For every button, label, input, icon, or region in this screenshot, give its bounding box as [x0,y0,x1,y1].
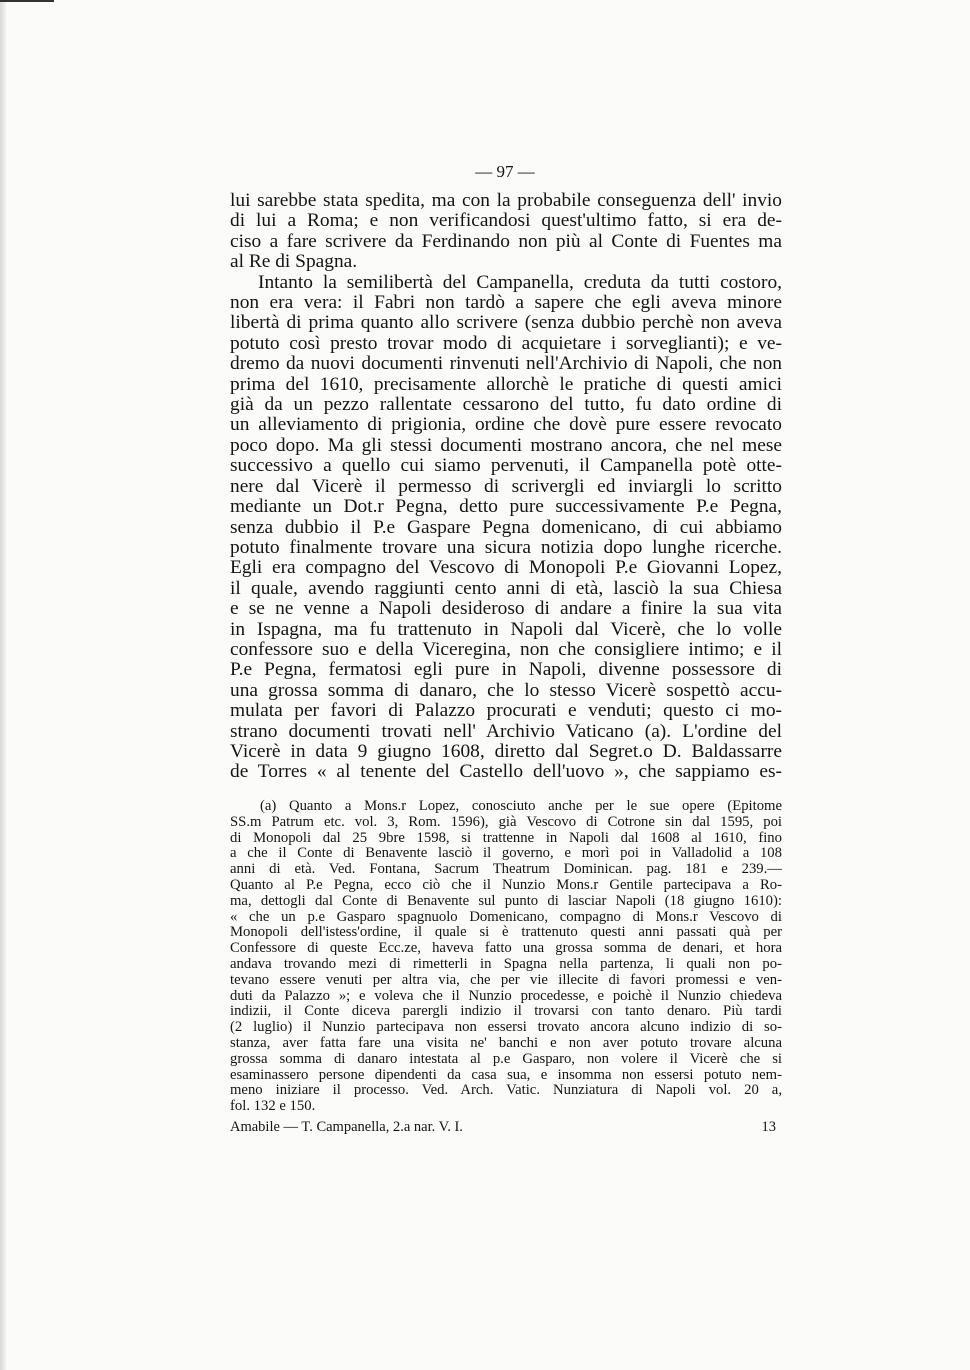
body-line: già da un pezzo rallentate cessarono del tutto, fu dato ordine di [230,394,782,416]
body-line: dremo da nuovi documenti rinvenuti nell'Archivio di Napoli, che non [230,353,782,375]
footnotes [230,799,782,1115]
body-line: de Torres « al tenente del Castello dell'uovo », che sappiamo es- [230,761,782,783]
footnote-line: tevano essere venuti per altra via, che per vie illecite di favori promessi e ven- [230,971,782,988]
footnote-line: Monopoli dell'istess'ordine, il quale si è trattenuto questi anni passati quà per [230,924,782,941]
footnote-line: ma, dettogli dal Conte di Benavente sul punto di lasciar Napoli (18 giugno 1610): [230,892,782,909]
footer-signature: Amabile — T. Campanella, 2.a nar. V. I. [230,1119,463,1135]
body-line: non era vera: il Fabri non tardò a sapere che egli aveva minore [230,292,782,314]
footnote-line: meno iniziare il processo. Ved. Arch. Vatic. Nunziatura di Napoli vol. 20 a, [230,1082,782,1099]
body-line: poco dopo. Ma gli stessi documenti mostrano ancora, che nel mese [230,434,782,456]
body-line: prima del 1610, precisamente allorchè le pratiche di questi amici [230,373,782,395]
footnote-line: SS.m Patrum etc. vol. 3, Rom. 1596), già Vescovo di Cotrone sin dal 1595, poi [230,813,782,830]
footnote-line: (a) Quanto a Mons.r Lopez, conosciuto anche per le sue opere (Epitome [260,798,782,814]
body-line: il quale, avendo raggiunti cento anni di età, lasciò la sua Chiesa [230,577,782,599]
footnote-line: Confessore di queste Ecc.ze, haveva fatto una grossa somma de denari, et hora [230,940,782,957]
footnote-line: grossa somma di danaro intestata al p.e Gasparo, non volere il Vicerè che si [230,1050,782,1067]
footnote-line: esaminassero persone dipendenti da casa sua, e insomma non essersi potuto nem- [230,1066,782,1083]
body-line: Intanto la semilibertà del Campanella, creduta da tutti costoro, [258,271,782,293]
footnote-line: (2 luglio) il Nunzio partecipava non essersi trovato ancora alcuno indizio di so- [230,1019,782,1036]
footnote-line: a che il Conte di Benavente lasciò il governo, e morì poi in Valladolid a 108 [230,845,782,862]
page-number: — 97 — [475,162,535,181]
body-line: mulata per favori di Palazzo procurati e venduti; questo ci mo- [230,700,782,722]
body-line: una grossa somma di danaro, che lo stesso Vicerè sospettò accu- [230,679,782,701]
body-line: senza dubbio il P.e Gaspare Pegna domenicano, di cui abbiamo [230,516,782,538]
body-line: potuto finalmente trovare una sicura notizia dopo lunghe ricerche. [230,536,782,558]
body-line: e se ne venne a Napoli desideroso di andare a finire la sua vita [230,598,782,620]
page-edge-shadow [0,0,6,1370]
body-line: al Re di Spagna. [230,251,358,273]
body-line: successivo a quello cui siamo pervenuti, il Campanella potè otte- [230,455,782,477]
body-line: di lui a Roma; e non verificandosi quest'ultimo fatto, si era de- [230,210,782,232]
top-rule [0,0,54,2]
footnote-line: anni di età. Ved. Fontana, Sacrum Theatrum Dominican. pag. 181 e 239.— [230,861,782,878]
body-line: confessore suo e della Viceregina, non che consigliere intimo; e il [230,638,782,660]
body-line: strano documenti trovati nell' Archivio Vaticano (a). L'ordine del [230,720,782,742]
body-line: un alleviamento di prigionia, ordine che dovè pure essere revocato [230,414,782,436]
body-line: nere dal Vicerè il permesso di scrivergli ed inviargli lo scritto [230,475,782,497]
body-line: in Ispagna, ma fu trattenuto in Napoli dal Vicerè, che lo volle [230,618,782,640]
footnote-line: « che un p.e Gasparo spagnuolo Domenicano, compagno di Mons.r Vescovo di [230,908,782,925]
body-line: P.e Pegna, fermatosi egli pure in Napoli, divenne possessore di [230,659,782,681]
footnote-line: indizii, il Conte diceva parergli indizio il trovarsi con tanto denaro. Più tardi [230,1003,782,1020]
footnote-line: duti da Palazzo »; e voleva che il Nunzio procedesse, e poichè il Nunzio chiedeva [230,987,782,1004]
body-line: potuto così presto trovar modo di acquietare i sorveglianti); e ve- [230,332,782,354]
page-footer [230,1119,782,1136]
body-text [230,191,782,783]
signature-number: 13 [761,1119,776,1135]
footnote-line: di Monopoli dal 25 9bre 1598, si trattenne in Napoli dal 1608 al 1610, fino [230,829,782,846]
body-line: Vicerè in data 9 giugno 1608, diretto dal Segret.o D. Baldassarre [230,740,782,762]
body-line: Egli era compagno del Vescovo di Monopoli P.e Giovanni Lopez, [230,557,782,579]
footnote-line: Quanto al P.e Pegna, ecco ciò che il Nunzio Mons.r Gentile partecipava a Ro- [230,876,782,893]
body-line: libertà di prima quanto allo scrivere (senza dubbio perchè non aveva [230,312,782,334]
footnote-line: fol. 132 e 150. [230,1098,316,1115]
body-line: mediante un Dot.r Pegna, detto pure successivamente P.e Pegna, [230,496,782,518]
body-line: lui sarebbe stata spedita, ma con la probabile conseguenza dell' invio [230,190,782,211]
footnote-line: stanza, aver fatta fare una visita ne' banchi e non aver potuto trovare alcuna [230,1034,782,1051]
body-line: ciso a fare scrivere da Ferdinando non più al Conte di Fuentes ma [230,230,782,252]
footnote-line: andava trovando mezi di rimetterli in Spagna nella partenza, li quali non po- [230,955,782,972]
